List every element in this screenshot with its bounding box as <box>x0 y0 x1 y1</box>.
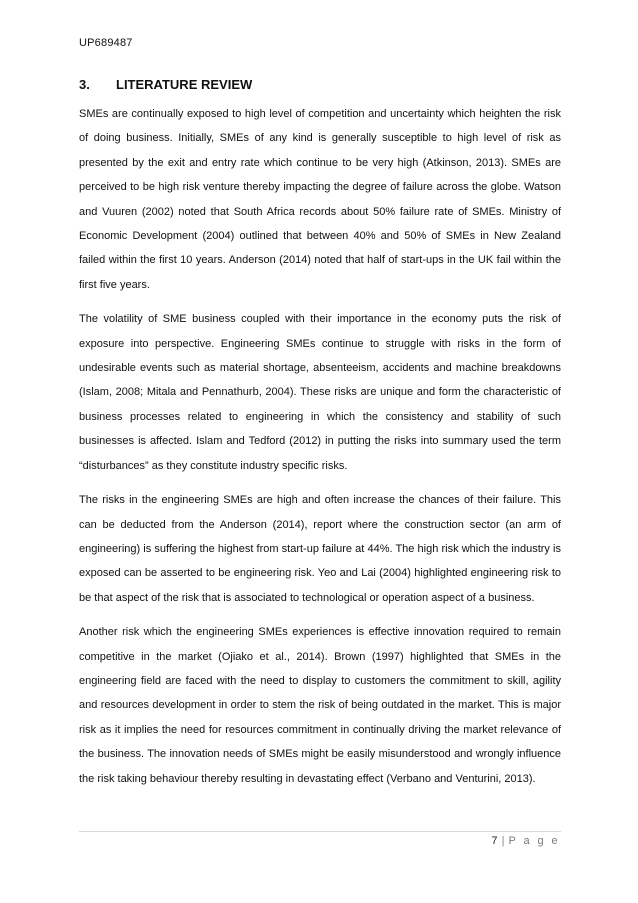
paragraph: The volatility of SME business coupled with their importance in the economy puts the risk of exposure into perspective. Engineering SMEs continue to struggle with risks in the form of undesirable events such as material shortage, absenteeism, accidents and machine breakdowns (Islam, 2008; Mitala and Pennathurb, 2004). These risks are unique and form the characteristic of business processes related to engineering in which the consistency and stability of such businesses is affected. Islam and Tedford (2012) in putting the risks into summary used the term “disturbances” as they constitute industry specific risks. <box>79 313 561 472</box>
page-footer <box>491 835 560 847</box>
footer-separator: | <box>501 835 505 847</box>
page-number: 7 <box>491 835 499 847</box>
section-heading <box>79 77 252 92</box>
paragraph: Another risk which the engineering SMEs experiences is effective innovation required to remain competitive in the market (Ojiako et al., 2014). Brown (1997) highlighted that SMEs in the engineering field are faced with the need to display to customers the commitment to skill, agility and resources development in order to stem the risk of being outdated in the market. This is major risk as it implies the need for resources commitment in continually driving the market relevance of the business. The innovation needs of SMEs might be easily misunderstood and wrongly influence the risk taking behaviour thereby resulting in devastating effect (Verbano and Venturini, 2013). <box>79 626 561 785</box>
section-number: 3. <box>79 77 90 92</box>
page-label: P a g e <box>508 835 560 847</box>
document-id: UP689487 <box>79 37 133 49</box>
section-title: LITERATURE REVIEW <box>116 77 253 92</box>
paragraph: The risks in the engineering SMEs are high and often increase the chances of their failure. This can be deducted from the Anderson (2014), report where the construction sector (an arm of engineering) is suffering the highest from start-up failure at 44%. The high risk which the industry is exposed can be asserted to be engineering risk. Yeo and Lai (2004) highlighted engineering risk to be that aspect of the risk that is associated to technological or operation aspect of a business. <box>79 494 561 604</box>
footer-divider <box>79 831 561 832</box>
paragraph: SMEs are continually exposed to high level of competition and uncertainty which heighten the risk of doing business. Initially, SMEs of any kind is generally susceptible to high level of risk as presented by the exit and entry rate which continue to be very high (Atkinson, 2013). SMEs are perceived to be high risk venture thereby impacting the degree of failure across the globe. Watson and Vuuren (2002) noted that South Africa records about 50% failure rate of SMEs. Ministry of Economic Development (2004) outlined that between 40% and 50% of SMEs in New Zealand failed within the first 10 years. Anderson (2014) noted that half of start-ups in the UK fail within the first five years. <box>79 108 561 291</box>
section-body <box>79 102 561 801</box>
